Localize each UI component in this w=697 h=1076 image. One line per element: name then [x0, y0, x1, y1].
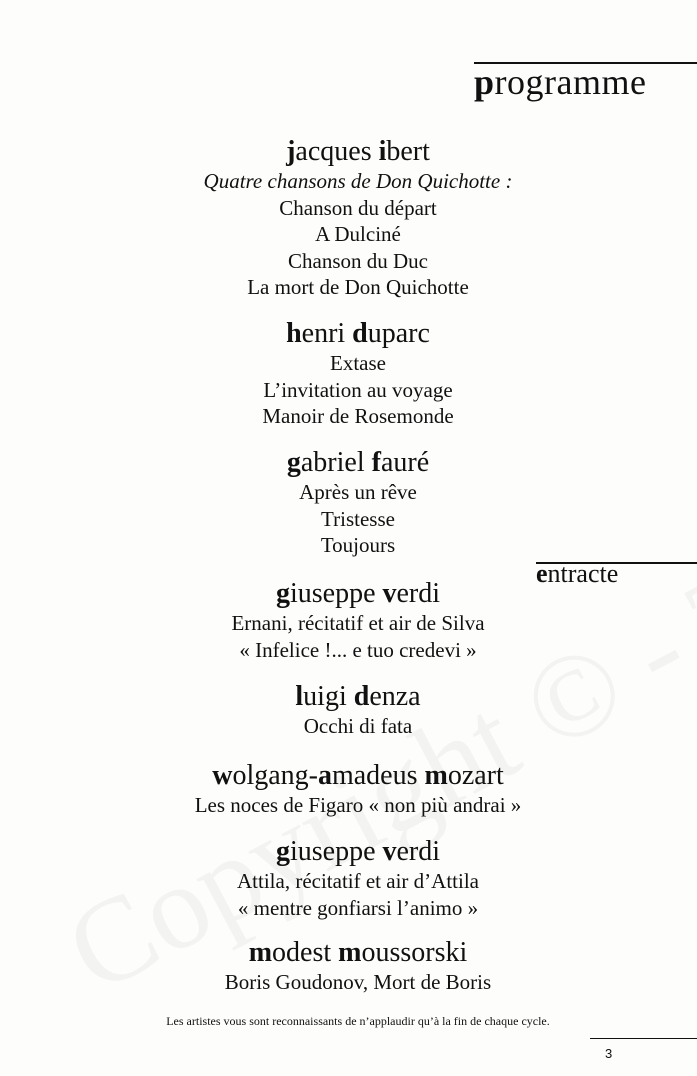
program-entry	[0, 447, 697, 559]
footer-rule	[590, 1038, 697, 1039]
composer-name	[0, 937, 697, 969]
entracte-label	[536, 558, 697, 590]
program-entry	[0, 937, 697, 996]
work-title: Toujours	[320, 533, 396, 557]
title-initial: p	[474, 62, 495, 102]
composer-first-initial: w	[212, 760, 233, 791]
composer-first-initial: l	[295, 681, 304, 712]
composer-last-initial: v	[382, 578, 397, 609]
composer-first-rest: iuseppe	[289, 578, 376, 609]
composer-first-rest: odest	[272, 937, 332, 968]
program-entry	[0, 760, 697, 819]
program-entry	[0, 318, 697, 430]
composer-first-initial: g	[286, 447, 301, 478]
composer-first-initial: g	[275, 578, 290, 609]
composer-first-rest: enri	[301, 318, 346, 349]
program-entry	[0, 836, 697, 921]
composer-last-initial: v	[382, 836, 397, 867]
composer-last-initial: m	[424, 760, 448, 791]
composer-last-rest: enza	[369, 681, 421, 712]
composer-first-rest: uigi	[303, 681, 347, 712]
composer-name	[0, 136, 697, 168]
program-entry	[0, 578, 697, 663]
composer-first-rest: olgang-	[232, 760, 318, 791]
composer-last-rest: erdi	[396, 578, 441, 609]
work-title: Après un rêve	[299, 480, 417, 504]
composer-name	[0, 681, 697, 713]
work-title: Attila, récitatif et air d’Attila	[237, 869, 479, 893]
work-title: Les noces de Figaro « non più andrai »	[194, 793, 522, 817]
program-entry	[0, 681, 697, 740]
composer-last-rest: auré	[380, 447, 430, 478]
composer-last-rest: uparc	[367, 318, 430, 349]
composer-first-rest: acques	[295, 136, 372, 167]
composer-first-initial: g	[275, 836, 290, 867]
work-title: Chanson du départ	[279, 195, 437, 220]
composer-middle-rest: madeus	[331, 760, 418, 791]
work-title: « mentre gonfiarsi l’animo »	[237, 895, 479, 920]
work-title: L’invitation au voyage	[263, 377, 453, 402]
work-title: « Infelice !... e tuo credevi »	[239, 637, 477, 662]
composer-last-rest: bert	[386, 136, 430, 167]
work-title: Ernani, récitatif et air de Silva	[231, 611, 485, 635]
composer-first-initial: j	[286, 136, 296, 167]
work-title: Chanson du Duc	[288, 248, 428, 273]
work-title: Manoir de Rosemonde	[262, 404, 454, 428]
composer-last-initial: d	[352, 318, 368, 349]
composer-last-initial: i	[378, 136, 387, 167]
composer-last-initial: d	[353, 681, 370, 712]
work-title: Quatre chansons de Don Quichotte :	[203, 169, 513, 193]
page-title	[474, 60, 697, 104]
composer-name	[0, 447, 697, 479]
work-title: La mort de Don Quichotte	[247, 275, 469, 299]
page-number: 3	[605, 1046, 613, 1061]
composer-name	[0, 318, 697, 350]
footnote: Les artistes vous sont reconnaissants de n’applaudir qu’à la fin de chaque cycle.	[166, 1014, 550, 1028]
composer-last-rest: oussorski	[361, 937, 468, 968]
entracte-rest: ntracte	[547, 559, 619, 588]
composer-last-rest: erdi	[396, 836, 441, 867]
composer-middle-initial: a	[317, 760, 332, 791]
work-title: Occhi di fata	[303, 714, 413, 738]
composer-last-initial: m	[338, 937, 362, 968]
work-title: A Dulciné	[315, 222, 401, 246]
composer-first-rest: abriel	[300, 447, 365, 478]
entracte-initial: e	[536, 559, 548, 588]
work-title: Tristesse	[321, 506, 395, 531]
composer-first-rest: iuseppe	[289, 836, 376, 867]
program-entry	[0, 136, 697, 301]
work-title: Boris Goudonov, Mort de Boris	[224, 970, 492, 994]
title-rest: rogramme	[494, 62, 647, 102]
composer-last-initial: f	[371, 447, 381, 478]
work-title: Extase	[330, 351, 386, 375]
composer-first-initial: h	[286, 318, 302, 349]
composer-name	[0, 760, 697, 792]
composer-name	[0, 836, 697, 868]
composer-last-rest: ozart	[447, 760, 504, 791]
composer-first-initial: m	[248, 937, 273, 968]
